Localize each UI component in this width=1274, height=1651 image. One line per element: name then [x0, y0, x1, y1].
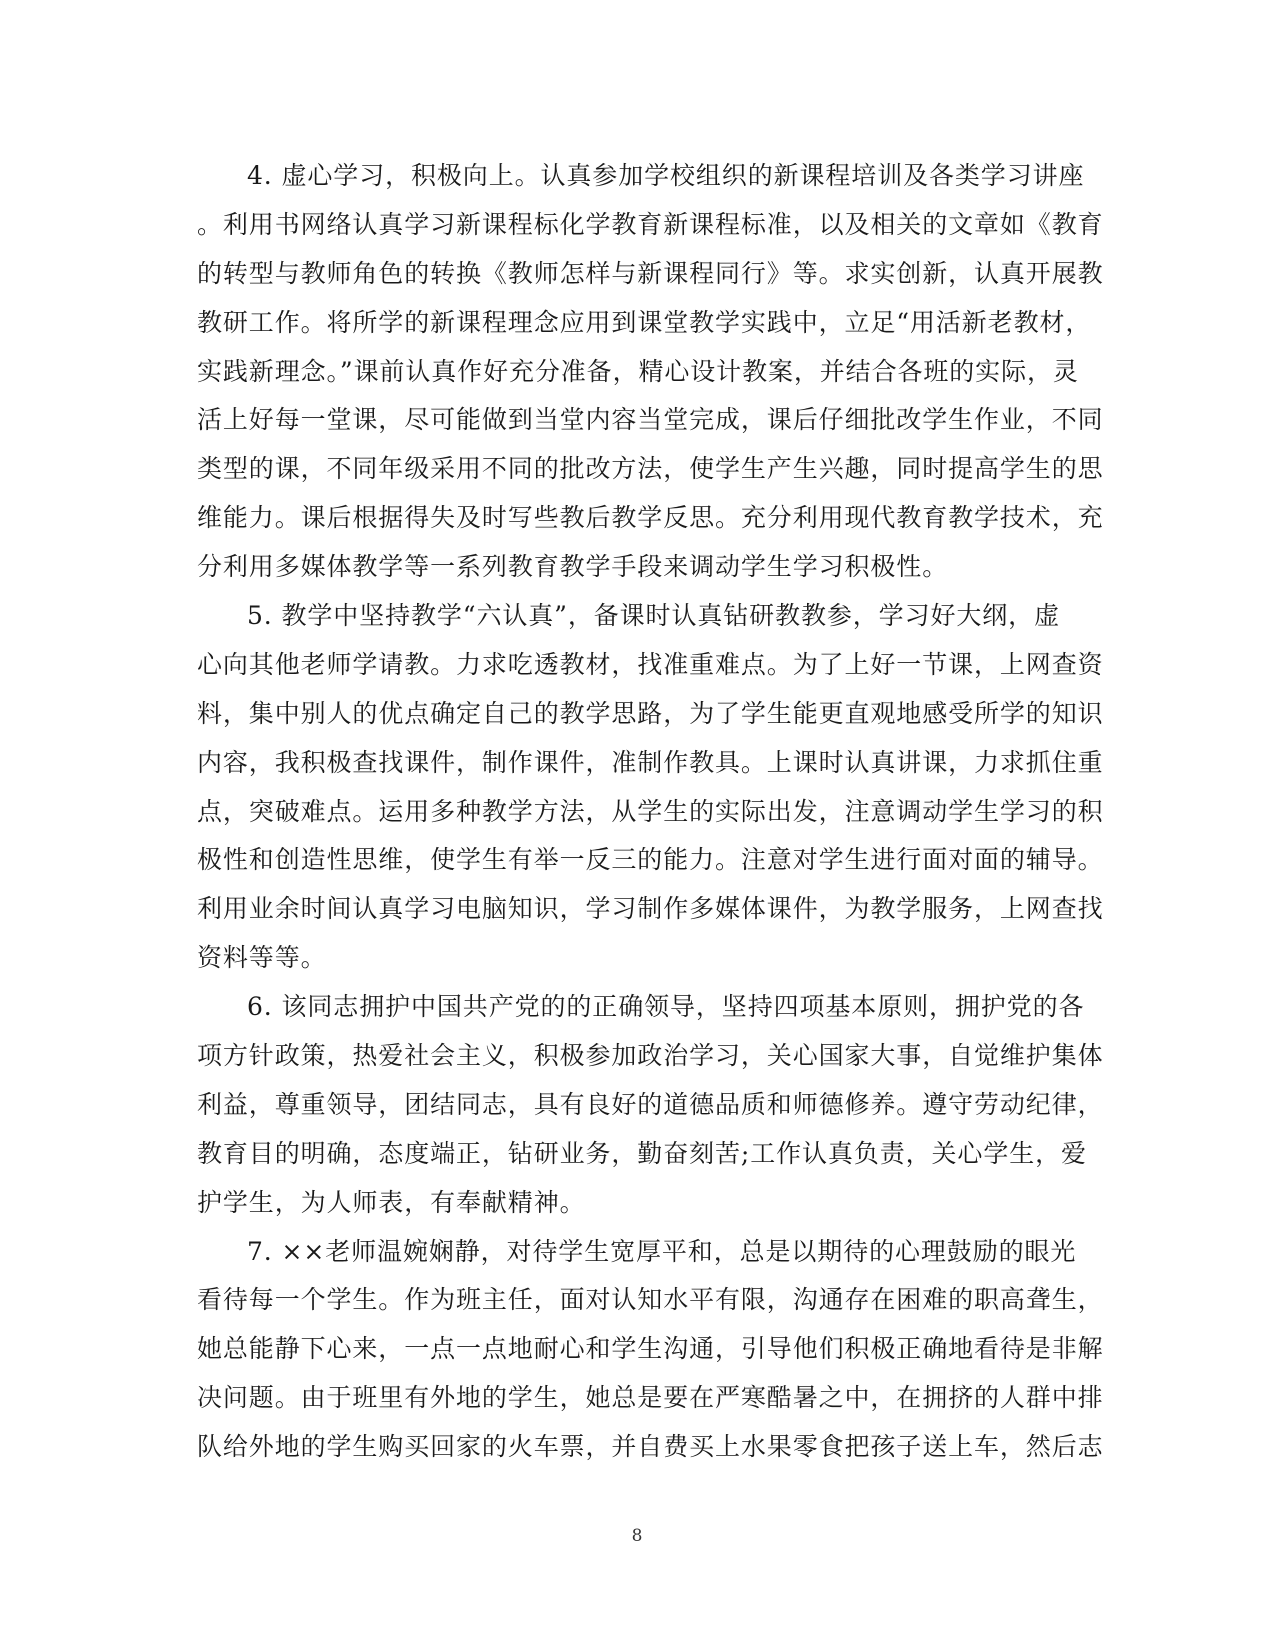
paragraph-7-line-2: 看待每一个学生。作为班主任，面对认知水平有限，沟通存在困难的职高聋生，	[197, 1285, 1104, 1315]
paragraph-4-line-5: 实践新理念。”课前认真作好充分准备，精心设计教案，并结合各班的实际，灵	[197, 356, 1079, 386]
paragraph-4-line-4: 教研工作。将所学的新课程理念应用到课堂教学实践中，立足“用活新老教材，	[197, 307, 1092, 337]
page-number: 8	[631, 1526, 643, 1546]
paragraph-5-line-6: 极性和创造性思维，使学生有举一反三的能力。注意对学生进行面对面的辅导。	[197, 845, 1104, 875]
paragraph-7-line-3: 她总能静下心来，一点一点地耐心和学生沟通，引导他们积极正确地看待是非解	[197, 1334, 1104, 1364]
paragraph-6-line-4: 教育目的明确，态度端正，钻研业务，勤奋刻苦;工作认真负责，关心学生，爱	[197, 1138, 1087, 1168]
paragraph-5-line-2: 心向其他老师学请教。力求吃透教材，找准重难点。为了上好一节课，上网查资	[197, 649, 1104, 679]
paragraph-6-line-5: 护学生，为人师表，有奉献精神。	[197, 1187, 586, 1217]
paragraph-5-line-4: 内容，我积极查找课件，制作课件，准制作教具。上课时认真讲课，力求抓住重	[197, 747, 1104, 777]
paragraph-4-line-1: 4. 虚心学习，积极向上。认真参加学校组织的新课程培训及各类学习讲座	[247, 161, 1085, 190]
paragraph-6-line-2: 项方针政策，热爱社会主义，积极参加政治学习，关心国家大事，自觉维护集体	[197, 1041, 1104, 1071]
paragraph-4-line-3: 的转型与教师角色的转换《教师怎样与新课程同行》等。求实创新，认真开展教	[197, 258, 1104, 288]
paragraph-5-line-3: 料，集中别人的优点确定自己的教学思路，为了学生能更直观地感受所学的知识	[197, 698, 1104, 728]
page-body	[197, 152, 1104, 1472]
paragraph-7-line-5: 队给外地的学生购买回家的火车票，并自费买上水果零食把孩子送上车，然后志	[197, 1432, 1104, 1462]
paragraph-6-line-3: 利益，尊重领导，团结同志，具有良好的道德品质和师德修养。遵守劳动纪律，	[197, 1089, 1104, 1119]
paragraph-7-line-1: 7. ××老师温婉娴静，对待学生宽厚平和，总是以期待的心理鼓励的眼光	[247, 1236, 1077, 1266]
paragraph-5-line-1: 5. 教学中坚持教学“六认真”，备课时认真钻研教教参，学习好大纲，虚	[247, 601, 1060, 631]
paragraph-5-line-5: 点，突破难点。运用多种教学方法，从学生的实际出发，注意调动学生学习的积	[197, 796, 1104, 826]
paragraph-4-line-7: 类型的课，不同年级采用不同的批改方法，使学生产生兴趣，同时提高学生的思	[197, 454, 1104, 484]
paragraph-4-line-9: 分利用多媒体教学等一系列教育教学手段来调动学生学习积极性。	[197, 552, 949, 582]
paragraph-4-line-6: 活上好每一堂课，尽可能做到当堂内容当堂完成，课后仔细批改学生作业，不同	[197, 405, 1104, 435]
paragraph-4-line-8: 维能力。课后根据得失及时写些教后教学反思。充分利用现代教育教学技术，充	[197, 503, 1104, 533]
paragraph-7-line-4: 决问题。由于班里有外地的学生，她总是要在严寒酷暑之中，在拥挤的人群中排	[197, 1383, 1104, 1413]
paragraph-4-line-2: 。利用书网络认真学习新课程标化学教育新课程标准，以及相关的文章如《教育	[197, 209, 1104, 239]
paragraph-5-line-7: 利用业余时间认真学习电脑知识，学习制作多媒体课件，为教学服务，上网查找	[197, 894, 1104, 924]
paragraph-6-line-1: 6. 该同志拥护中国共产党的的正确领导，坚持四项基本原则，拥护党的各	[247, 992, 1085, 1022]
paragraph-5-line-8: 资料等等。	[197, 943, 327, 973]
